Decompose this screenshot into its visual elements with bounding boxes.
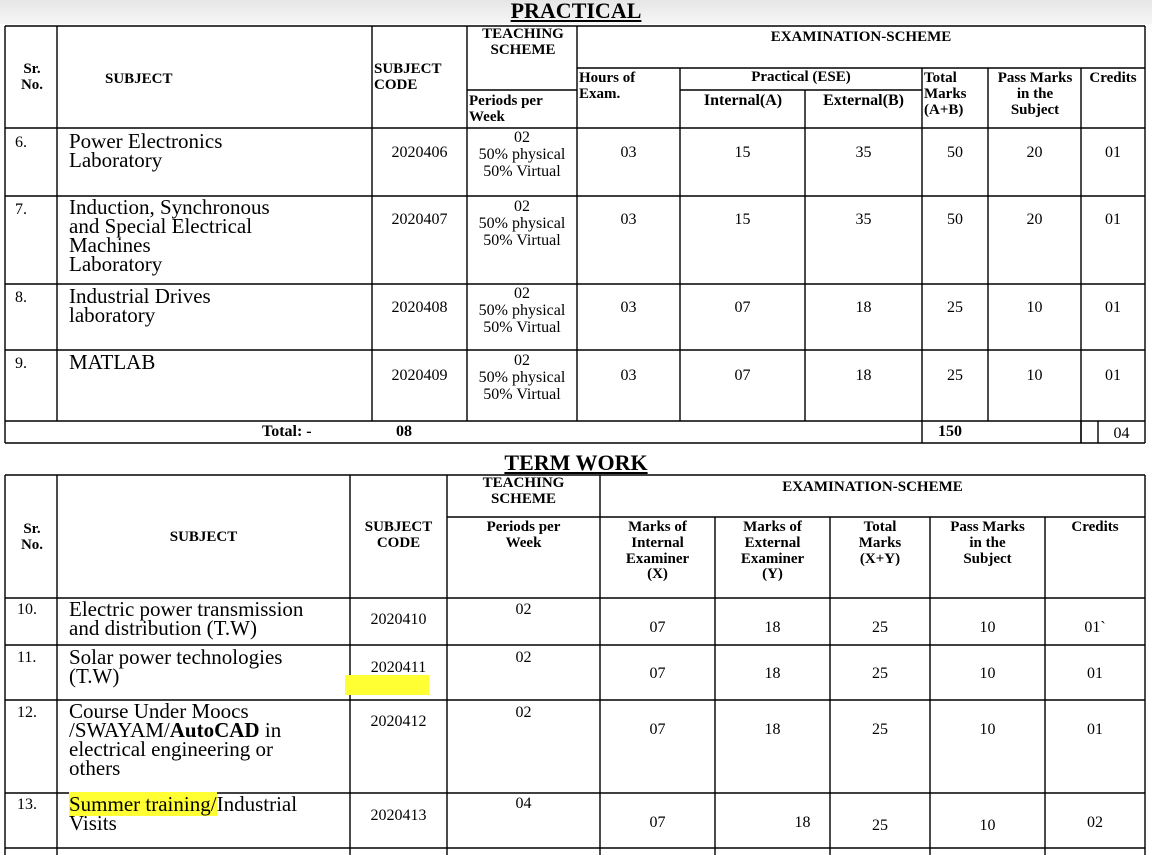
practical-row-internal: 07: [734, 299, 751, 316]
termwork-row-code: 2020412: [370, 713, 427, 730]
termwork-code-header: SUBJECT CODE: [364, 519, 433, 551]
practical-row-credits: 01: [1105, 144, 1121, 161]
practical-row-hours: 03: [620, 211, 637, 228]
termwork-row-pass: 10: [979, 721, 996, 738]
practical-teaching-header: TEACHING SCHEME: [482, 26, 564, 58]
practical-hours-header: Hours of Exam.: [579, 70, 636, 102]
termwork-subject-header: SUBJECT: [169, 529, 238, 545]
practical-subject-header: SUBJECT: [105, 71, 173, 87]
practical-credits-header: Credits: [1089, 70, 1137, 86]
practical-row-internal: 07: [734, 367, 751, 384]
termwork-row-credits: 01: [1087, 665, 1103, 682]
practical-row-total: 25: [947, 299, 963, 316]
termwork-row-code: 2020410: [370, 611, 427, 628]
practical-row-periods: 02 50% physical 50% Virtual: [478, 285, 566, 336]
termwork-row-periods: 02: [515, 704, 532, 721]
practical-ese-header: Practical (ESE): [751, 69, 851, 85]
termwork-row-sr: 13.: [17, 796, 37, 813]
practical-internal-header: Internal(A): [703, 92, 783, 109]
practical-periods-header: Periods per Week: [469, 93, 543, 125]
practical-row-hours: 03: [620, 299, 637, 316]
practical-row-credits: 01: [1105, 299, 1121, 316]
practical-row-periods: 02 50% physical 50% Virtual: [478, 198, 566, 249]
termwork-row-subject: Electric power transmission and distribution (T.W): [69, 597, 304, 640]
termwork-periods-header: Periods per Week: [486, 519, 561, 551]
termwork-row-periods: 04: [515, 795, 532, 812]
practical-row-pass: 10: [1026, 299, 1043, 316]
practical-row-sr: 8.: [15, 289, 27, 306]
termwork-row-internal: 07: [649, 665, 666, 682]
termwork-internal-header: Marks of Internal Examiner (X): [625, 519, 690, 583]
practical-row-external: 18: [855, 299, 872, 316]
termwork-sr-header: Sr. No.: [20, 521, 44, 553]
practical-total-label: Total: -: [262, 423, 312, 440]
practical-row-internal: 15: [734, 211, 751, 228]
termwork-total-header: Total Marks (X+Y): [858, 519, 902, 567]
termwork-row-internal: 07: [649, 619, 666, 636]
termwork-teaching-header: TEACHING SCHEME: [482, 475, 565, 507]
practical-row-periods: 02 50% physical 50% Virtual: [478, 129, 566, 180]
practical-row-pass: 20: [1026, 211, 1043, 228]
termwork-row-code: 2020411: [370, 659, 427, 676]
highlight-mark: [345, 675, 429, 695]
practical-total-header: Total Marks (A+B): [924, 70, 967, 118]
termwork-heading: TERM WORK: [504, 450, 648, 475]
termwork-row-total: 25: [872, 817, 888, 834]
practical-row-sr: 9.: [15, 355, 27, 372]
practical-row-credits: 01: [1105, 367, 1121, 384]
practical-row-code: 2020407: [391, 211, 448, 228]
termwork-external-header: Marks of External Examiner (Y): [740, 519, 805, 583]
practical-row-internal: 15: [734, 144, 751, 161]
termwork-row-subject: Solar power technologies (T.W): [69, 645, 283, 688]
practical-sr-header: Sr. No.: [20, 61, 44, 93]
termwork-row-code: 2020413: [370, 807, 427, 824]
termwork-row-pass: 10: [979, 817, 996, 834]
practical-row-sr: 7.: [15, 201, 27, 218]
termwork-row-external: 18: [764, 665, 781, 682]
termwork-row-sr: 12.: [17, 704, 37, 721]
termwork-row-total: 25: [872, 721, 888, 738]
termwork-pass-header: Pass Marks in the Subject: [950, 519, 1025, 567]
practical-row-total: 50: [947, 211, 963, 228]
practical-total-marks: 150: [938, 423, 962, 440]
termwork-row-pass: 10: [979, 619, 996, 636]
practical-row-subject: MATLAB: [69, 350, 156, 374]
practical-row-subject: Industrial Drives laboratory: [69, 284, 211, 327]
termwork-exam-header: EXAMINATION-SCHEME: [782, 479, 963, 495]
practical-row-external: 18: [855, 367, 872, 384]
termwork-row-credits: 02: [1087, 814, 1103, 831]
termwork-row-credits: 01: [1087, 721, 1103, 738]
practical-row-hours: 03: [620, 367, 637, 384]
practical-external-header: External(B): [823, 92, 904, 109]
termwork-row-sr: 10.: [17, 601, 37, 618]
practical-row-subject: Power Electronics Laboratory: [69, 129, 223, 172]
practical-pass-header: Pass Marks in the Subject: [997, 70, 1073, 118]
practical-heading: PRACTICAL: [510, 0, 642, 23]
practical-total-credits: 04: [1113, 425, 1130, 442]
termwork-row-sr: 11.: [17, 649, 37, 666]
practical-total-periods: 08: [396, 423, 412, 440]
termwork-credits-header: Credits: [1071, 519, 1119, 535]
practical-row-code: 2020408: [391, 299, 448, 316]
practical-row-subject: Induction, Synchronous and Special Electrical Machines Laboratory: [69, 195, 270, 276]
termwork-row-subject: Course Under Moocs /SWAYAM/AutoCAD in electrical engineering or others: [69, 699, 282, 780]
termwork-row-internal: 07: [649, 814, 666, 831]
practical-row-pass: 10: [1026, 367, 1043, 384]
practical-row-code: 2020406: [391, 144, 448, 161]
termwork-row-external: 18: [794, 814, 811, 831]
termwork-row-credits: 01`: [1084, 619, 1106, 636]
practical-row-pass: 20: [1026, 144, 1043, 161]
termwork-row-subject: Summer training/Industrial Visits: [69, 792, 298, 835]
practical-row-sr: 6.: [15, 134, 27, 151]
termwork-row-total: 25: [872, 619, 888, 636]
practical-row-total: 25: [947, 367, 963, 384]
practical-row-total: 50: [947, 144, 963, 161]
practical-row-external: 35: [855, 144, 872, 161]
termwork-row-total: 25: [872, 665, 888, 682]
termwork-row-internal: 07: [649, 721, 666, 738]
termwork-row-external: 18: [764, 619, 781, 636]
practical-row-hours: 03: [620, 144, 637, 161]
termwork-row-external: 18: [764, 721, 781, 738]
practical-exam-header: EXAMINATION-SCHEME: [770, 29, 952, 45]
practical-row-periods: 02 50% physical 50% Virtual: [478, 352, 566, 403]
termwork-row-periods: 02: [515, 649, 532, 666]
practical-row-code: 2020409: [391, 367, 448, 384]
termwork-row-pass: 10: [979, 665, 996, 682]
practical-code-header: SUBJECT CODE: [374, 61, 442, 93]
practical-row-external: 35: [855, 211, 872, 228]
practical-row-credits: 01: [1105, 211, 1121, 228]
termwork-row-periods: 02: [515, 601, 532, 618]
